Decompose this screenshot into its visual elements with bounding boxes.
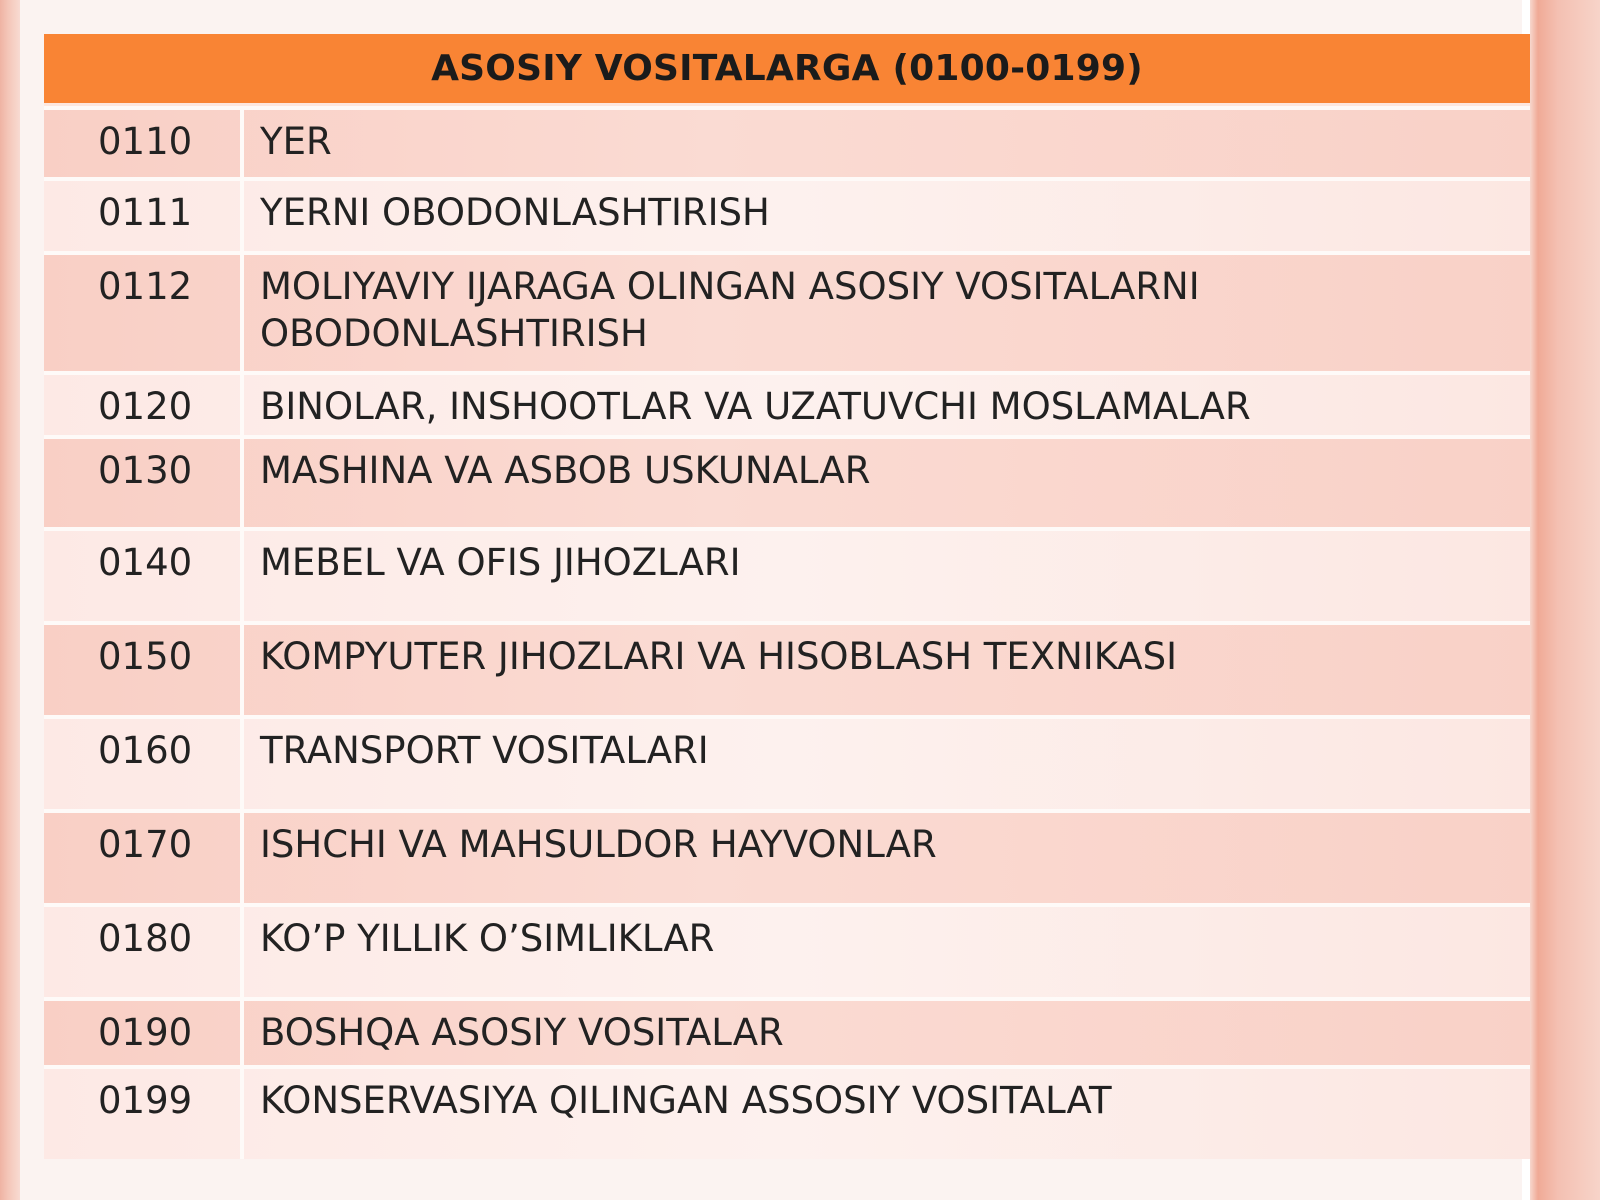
- table-row: [44, 251, 1530, 371]
- account-name: KONSERVASIYA QILINGAN ASSOSIY VOSITALAT: [260, 1079, 1112, 1122]
- account-code: 0199: [44, 1069, 244, 1159]
- account-name: KO’P YILLIK O’SIMLIKLAR: [260, 917, 715, 960]
- account-name: TRANSPORT VOSITALARI: [260, 729, 709, 772]
- table-row: [44, 435, 1530, 527]
- account-code: 0160: [44, 719, 244, 809]
- table-row: [44, 106, 1530, 177]
- table-row: [44, 903, 1530, 997]
- accounts-table: [44, 34, 1530, 1182]
- table-row: [44, 997, 1530, 1065]
- account-code: 0111: [44, 181, 244, 251]
- account-name: ISHCHI VA MAHSULDOR HAYVONLAR: [260, 823, 937, 866]
- account-code: 0170: [44, 813, 244, 903]
- table-row: [44, 809, 1530, 903]
- account-name: BINOLAR, INSHOOTLAR VA UZATUVCHI MOSLAMALAR: [260, 385, 1251, 428]
- account-code: 0180: [44, 907, 244, 997]
- table-row: [44, 527, 1530, 621]
- account-name: MEBEL VA OFIS JIHOZLARI: [260, 541, 741, 584]
- table-row: [44, 715, 1530, 809]
- table-title: ASOSIY VOSITALARGA (0100-0199): [44, 34, 1530, 106]
- account-code: 0150: [44, 625, 244, 715]
- table-row: [44, 1065, 1530, 1159]
- account-code: 0110: [44, 110, 244, 177]
- account-name: MASHINA VA ASBOB USKUNALAR: [260, 449, 871, 492]
- left-decorative-stripe: [0, 0, 20, 1200]
- account-code: 0190: [44, 1001, 244, 1065]
- account-code: 0130: [44, 439, 244, 527]
- account-name: YERNI OBODONLASHTIRISH: [260, 191, 770, 234]
- table-row: [44, 621, 1530, 715]
- account-name: MOLIYAVIY IJARAGA OLINGAN ASOSIY VOSITALARNI OBODONLASHTIRISH: [260, 265, 1200, 355]
- account-code: 0112: [44, 255, 244, 371]
- account-code: 0120: [44, 375, 244, 435]
- account-name: YER: [260, 120, 332, 163]
- account-code: 0140: [44, 531, 244, 621]
- table-row: [44, 371, 1530, 435]
- account-name: KOMPYUTER JIHOZLARI VA HISOBLASH TEXNIKASI: [260, 635, 1178, 678]
- right-decorative-stripe: [1530, 0, 1600, 1200]
- account-name: BOSHQA ASOSIY VOSITALAR: [260, 1011, 784, 1054]
- table-row: [44, 177, 1530, 251]
